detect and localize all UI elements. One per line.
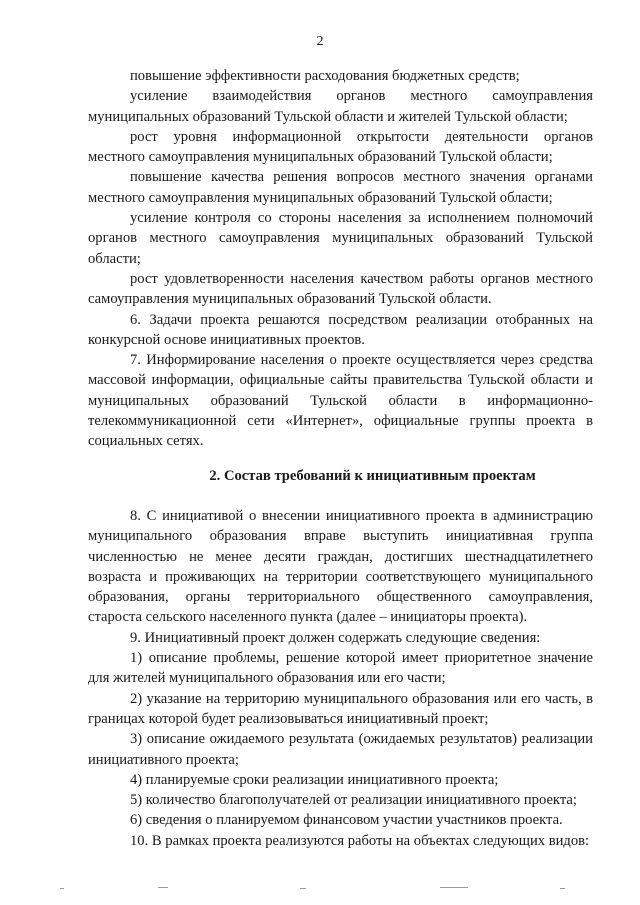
list-item: 4) планируемые сроки реализации инициативного проекта; [130, 771, 499, 788]
paragraph: рост уровня информационной открытости деятельности органов местного самоуправления муниципальных образований Тульской области; [88, 128, 593, 166]
paragraph: повышение качества решения вопросов местного значения органами местного самоуправления муниципальных образований Тульской области; [88, 169, 593, 206]
list-item: 6) сведения о планируемом финансовом участии участников проекта. [130, 812, 563, 829]
scan-artifact [300, 888, 306, 889]
section-heading: 2. Состав требований к инициативным проектам [209, 467, 536, 484]
list-item: 5) количество благополучателей от реализации инициативного проекта; [130, 792, 577, 809]
scan-artifact [440, 887, 468, 888]
document-body [88, 66, 593, 851]
paragraph: 7. Информирование населения о проекте осуществляется через средства массовой информации, официальные сайты правительства Тульской области и муниципальных образований Тульской области в информационно-телекоммуникационной сети «Интернет», официальные группы проекта в социальных сетях. [88, 352, 593, 450]
paragraph: усиление контроля со стороны населения за исполнением полномочий органов местного самоуправления муниципальных образований Тульской области; [88, 210, 593, 267]
paragraph: 8. С инициативой о внесении инициативного проекта в администрацию муниципального образования вправе выступить инициативная группа численностью не менее десяти граждан, достигших шестнадцатилетнего возраста и проживающих на территории соответствующего муниципального образования, органы территориального общественного самоуправления, староста сельского населенного пункта (далее – инициаторы проекта). [88, 507, 593, 626]
paragraph: повышение эффективности расходования бюджетных средств; [130, 68, 520, 84]
paragraph: 6. Задачи проекта решаются посредством реализации отобранных на конкурсной основе инициативных проектов. [88, 311, 593, 348]
scan-artifact [60, 888, 64, 889]
paragraph: рост удовлетворенности населения качеством работы органов местного самоуправления муниципальных образований Тульской области. [88, 270, 593, 308]
list-item: 1) описание проблемы, решение которой имеет приоритетное значение для жителей муниципального образования или его части; [88, 650, 593, 687]
paragraph: 9. Инициативный проект должен содержать следующие сведения: [130, 629, 541, 646]
list-item: 3) описание ожидаемого результата (ожидаемых результатов) реализации инициативного проекта; [88, 731, 593, 768]
paragraph: 10. В рамках проекта реализуются работы на объектах следующих видов: [130, 832, 590, 849]
scan-artifact [158, 887, 168, 888]
page-number: 2 [316, 34, 324, 49]
list-item: 2) указание на территорию муниципального образования или его часть, в границах которой будет реализовываться инициативный проект; [88, 690, 593, 727]
scan-artifact [560, 888, 565, 889]
paragraph: усиление взаимодействия органов местного самоуправления муниципальных образований Тульской области и жителей Тульской области; [88, 88, 593, 125]
